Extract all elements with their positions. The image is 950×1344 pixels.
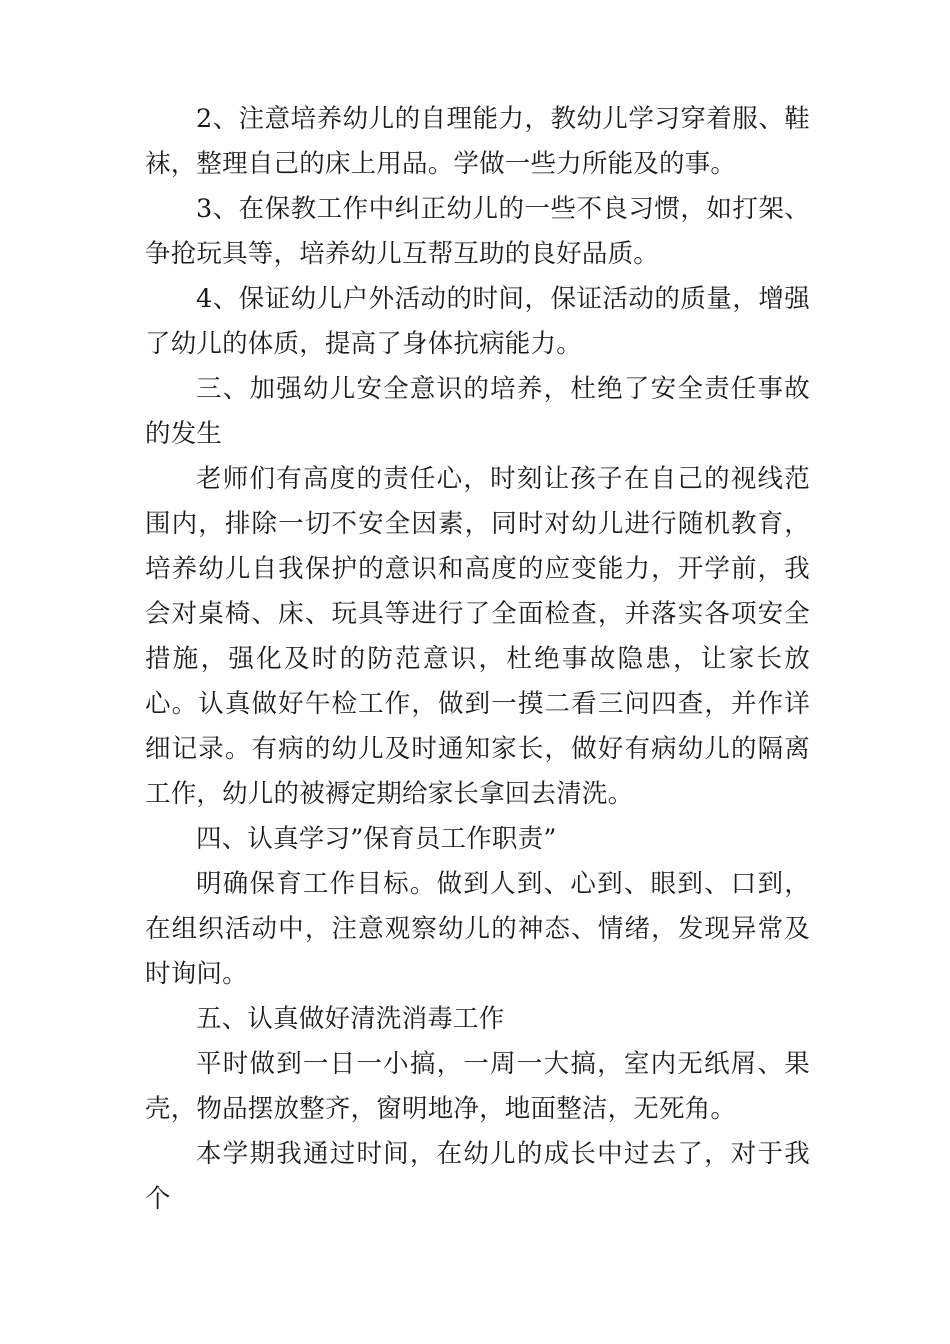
paragraph-cleaning-body: 平时做到一日一小搞，一周一大搞，室内无纸屑、果壳，物品摆放整齐，窗明地净，地面整洁，无死角。 (145, 1049, 810, 1124)
paragraph-item-4: 4、保证幼儿户外活动的时间，保证活动的质量，增强了幼儿的体质，提高了身体抗病能力。 (145, 284, 810, 359)
section-heading-safety: 三、加强幼儿安全意识的培养，杜绝了安全责任事故的发生 (145, 374, 810, 449)
section-heading-duties: 四、认真学习”保育员工作职责” (196, 824, 557, 854)
paragraph-item-3: 3、在保教工作中纠正幼儿的一些不良习惯，如打架、争抢玩具等，培养幼儿互帮互助的良好品质。 (145, 194, 810, 269)
document-body (145, 97, 810, 1222)
paragraph-duties-body: 明确保育工作目标。做到人到、心到、眼到、口到，在组织活动中，注意观察幼儿的神态、情绪，发现异常及时询问。 (145, 869, 810, 989)
section-heading-cleaning: 五、认真做好清洗消毒工作 (196, 1004, 505, 1034)
paragraph-item-2: 2、注意培养幼儿的自理能力，教幼儿学习穿着服、鞋袜，整理自己的床上用品。学做一些力所能及的事。 (145, 104, 810, 179)
paragraph-safety-body: 老师们有高度的责任心，时刻让孩子在自己的视线范围内，排除一切不安全因素，同时对幼儿进行随机教育，培养幼儿自我保护的意识和高度的应变能力，开学前，我会对桌椅、床、玩具等进行了全面检查，并落实各项安全措施，强化及时的防范意识，杜绝事故隐患，让家长放心。认真做好午检工作，做到一摸二看三问四查，并作详细记录。有病的幼儿及时通知家长，做好有病幼儿的隔离工作，幼儿的被褥定期给家长拿回去清洗。 (145, 464, 810, 809)
paragraph-conclusion: 本学期我通过时间，在幼儿的成长中过去了，对于我个 (145, 1139, 810, 1214)
